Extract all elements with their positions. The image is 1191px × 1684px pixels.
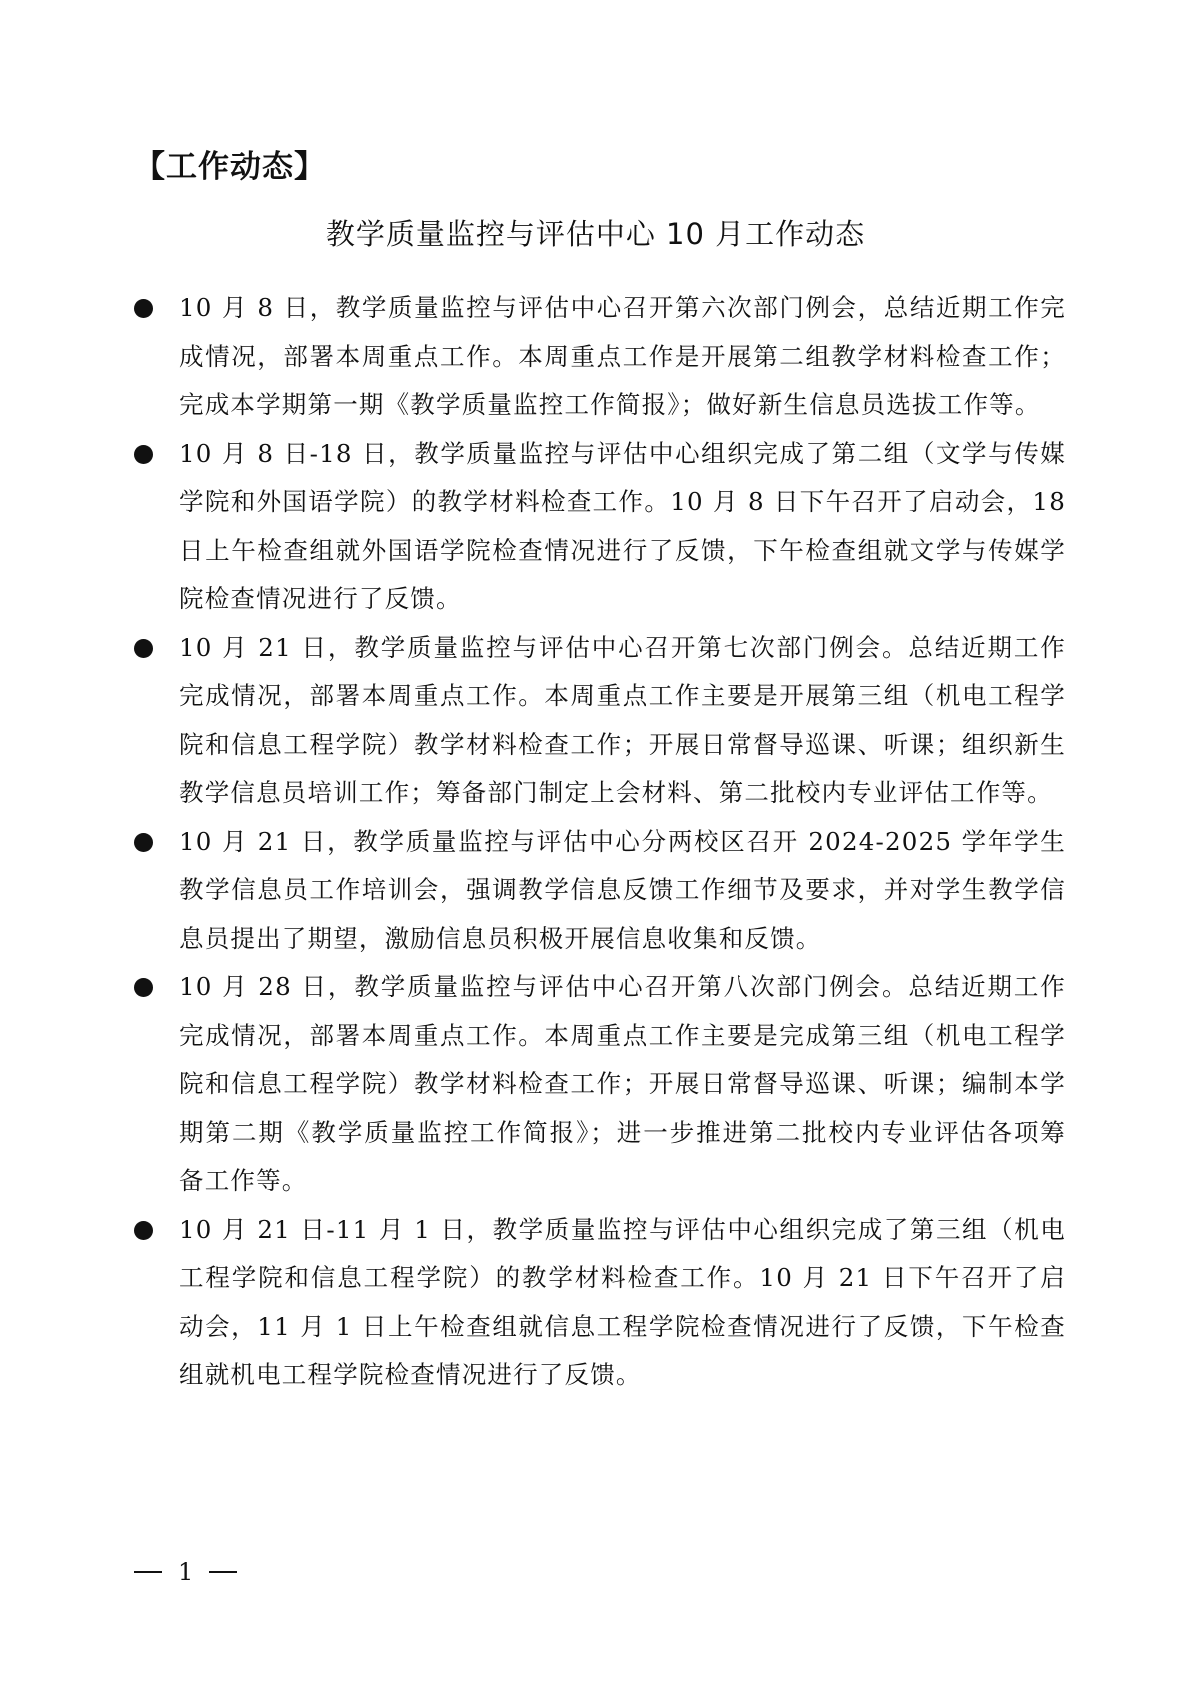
work-update-item [131,624,1066,818]
work-update-item [131,963,1066,1206]
work-update-text: 10 月 21 日-11 月 1 日，教学质量监控与评估中心组织完成了第三组（机电工程学院和信息工程学院）的教学材料检查工作。10 月 21 日下午召开了启动会，11 月 1 日上午检查组就信息工程学院检查情况进行了反馈，下午检查组就机电工程学院检查情况进行了反馈。 [179,1214,1066,1389]
page-footer [134,1560,237,1584]
bullet-icon [134,978,153,997]
bullet-icon [134,639,153,658]
work-update-item [131,818,1066,964]
section-heading: 【工作动态】 [134,149,326,185]
work-update-text: 10 月 21 日，教学质量监控与评估中心召开第七次部门例会。总结近期工作完成情况，部署本周重点工作。本周重点工作主要是开展第三组（机电工程学院和信息工程学院）教学材料检查工作；开展日常督导巡课、听课；组织新生教学信息员培训工作；筹备部门制定上会材料、第二批校内专业评估工作等。 [179,632,1066,807]
bullet-icon [134,445,153,464]
bullet-icon [134,299,153,318]
page-number: 1 [178,1558,194,1586]
bullet-icon [134,833,153,852]
work-update-text: 10 月 21 日，教学质量监控与评估中心分两校区召开 2024-2025 学年学生教学信息员工作培训会，强调教学信息反馈工作细节及要求，并对学生教学信息员提出了期望，激励信息员积极开展信息收集和反馈。 [179,826,1066,953]
work-update-list [131,284,1066,1400]
document-title: 教学质量监控与评估中心 10 月工作动态 [325,217,866,251]
work-update-text: 10 月 28 日，教学质量监控与评估中心召开第八次部门例会。总结近期工作完成情况，部署本周重点工作。本周重点工作主要是完成第三组（机电工程学院和信息工程学院）教学材料检查工作；开展日常督导巡课、听课；编制本学期第二期《教学质量监控工作简报》；进一步推进第二批校内专业评估各项筹备工作等。 [179,972,1066,1195]
bullet-icon [134,1221,153,1240]
footer-dash-right [209,1571,237,1573]
work-update-text: 10 月 8 日，教学质量监控与评估中心召开第六次部门例会，总结近期工作完成情况，部署本周重点工作。本周重点工作是开展第二组教学材料检查工作；完成本学期第一期《教学质量监控工作简报》；做好新生信息员选拔工作等。 [179,293,1066,419]
work-update-item [131,430,1066,624]
work-update-text: 10 月 8 日-18 日，教学质量监控与评估中心组织完成了第二组（文学与传媒学院和外国语学院）的教学材料检查工作。10 月 8 日下午召开了启动会，18 日上午检查组就外国语学院检查情况进行了反馈，下午检查组就文学与传媒学院检查情况进行了反馈。 [179,438,1066,613]
work-update-item [131,1206,1066,1400]
footer-dash-left [134,1571,162,1573]
work-update-item [131,284,1066,430]
